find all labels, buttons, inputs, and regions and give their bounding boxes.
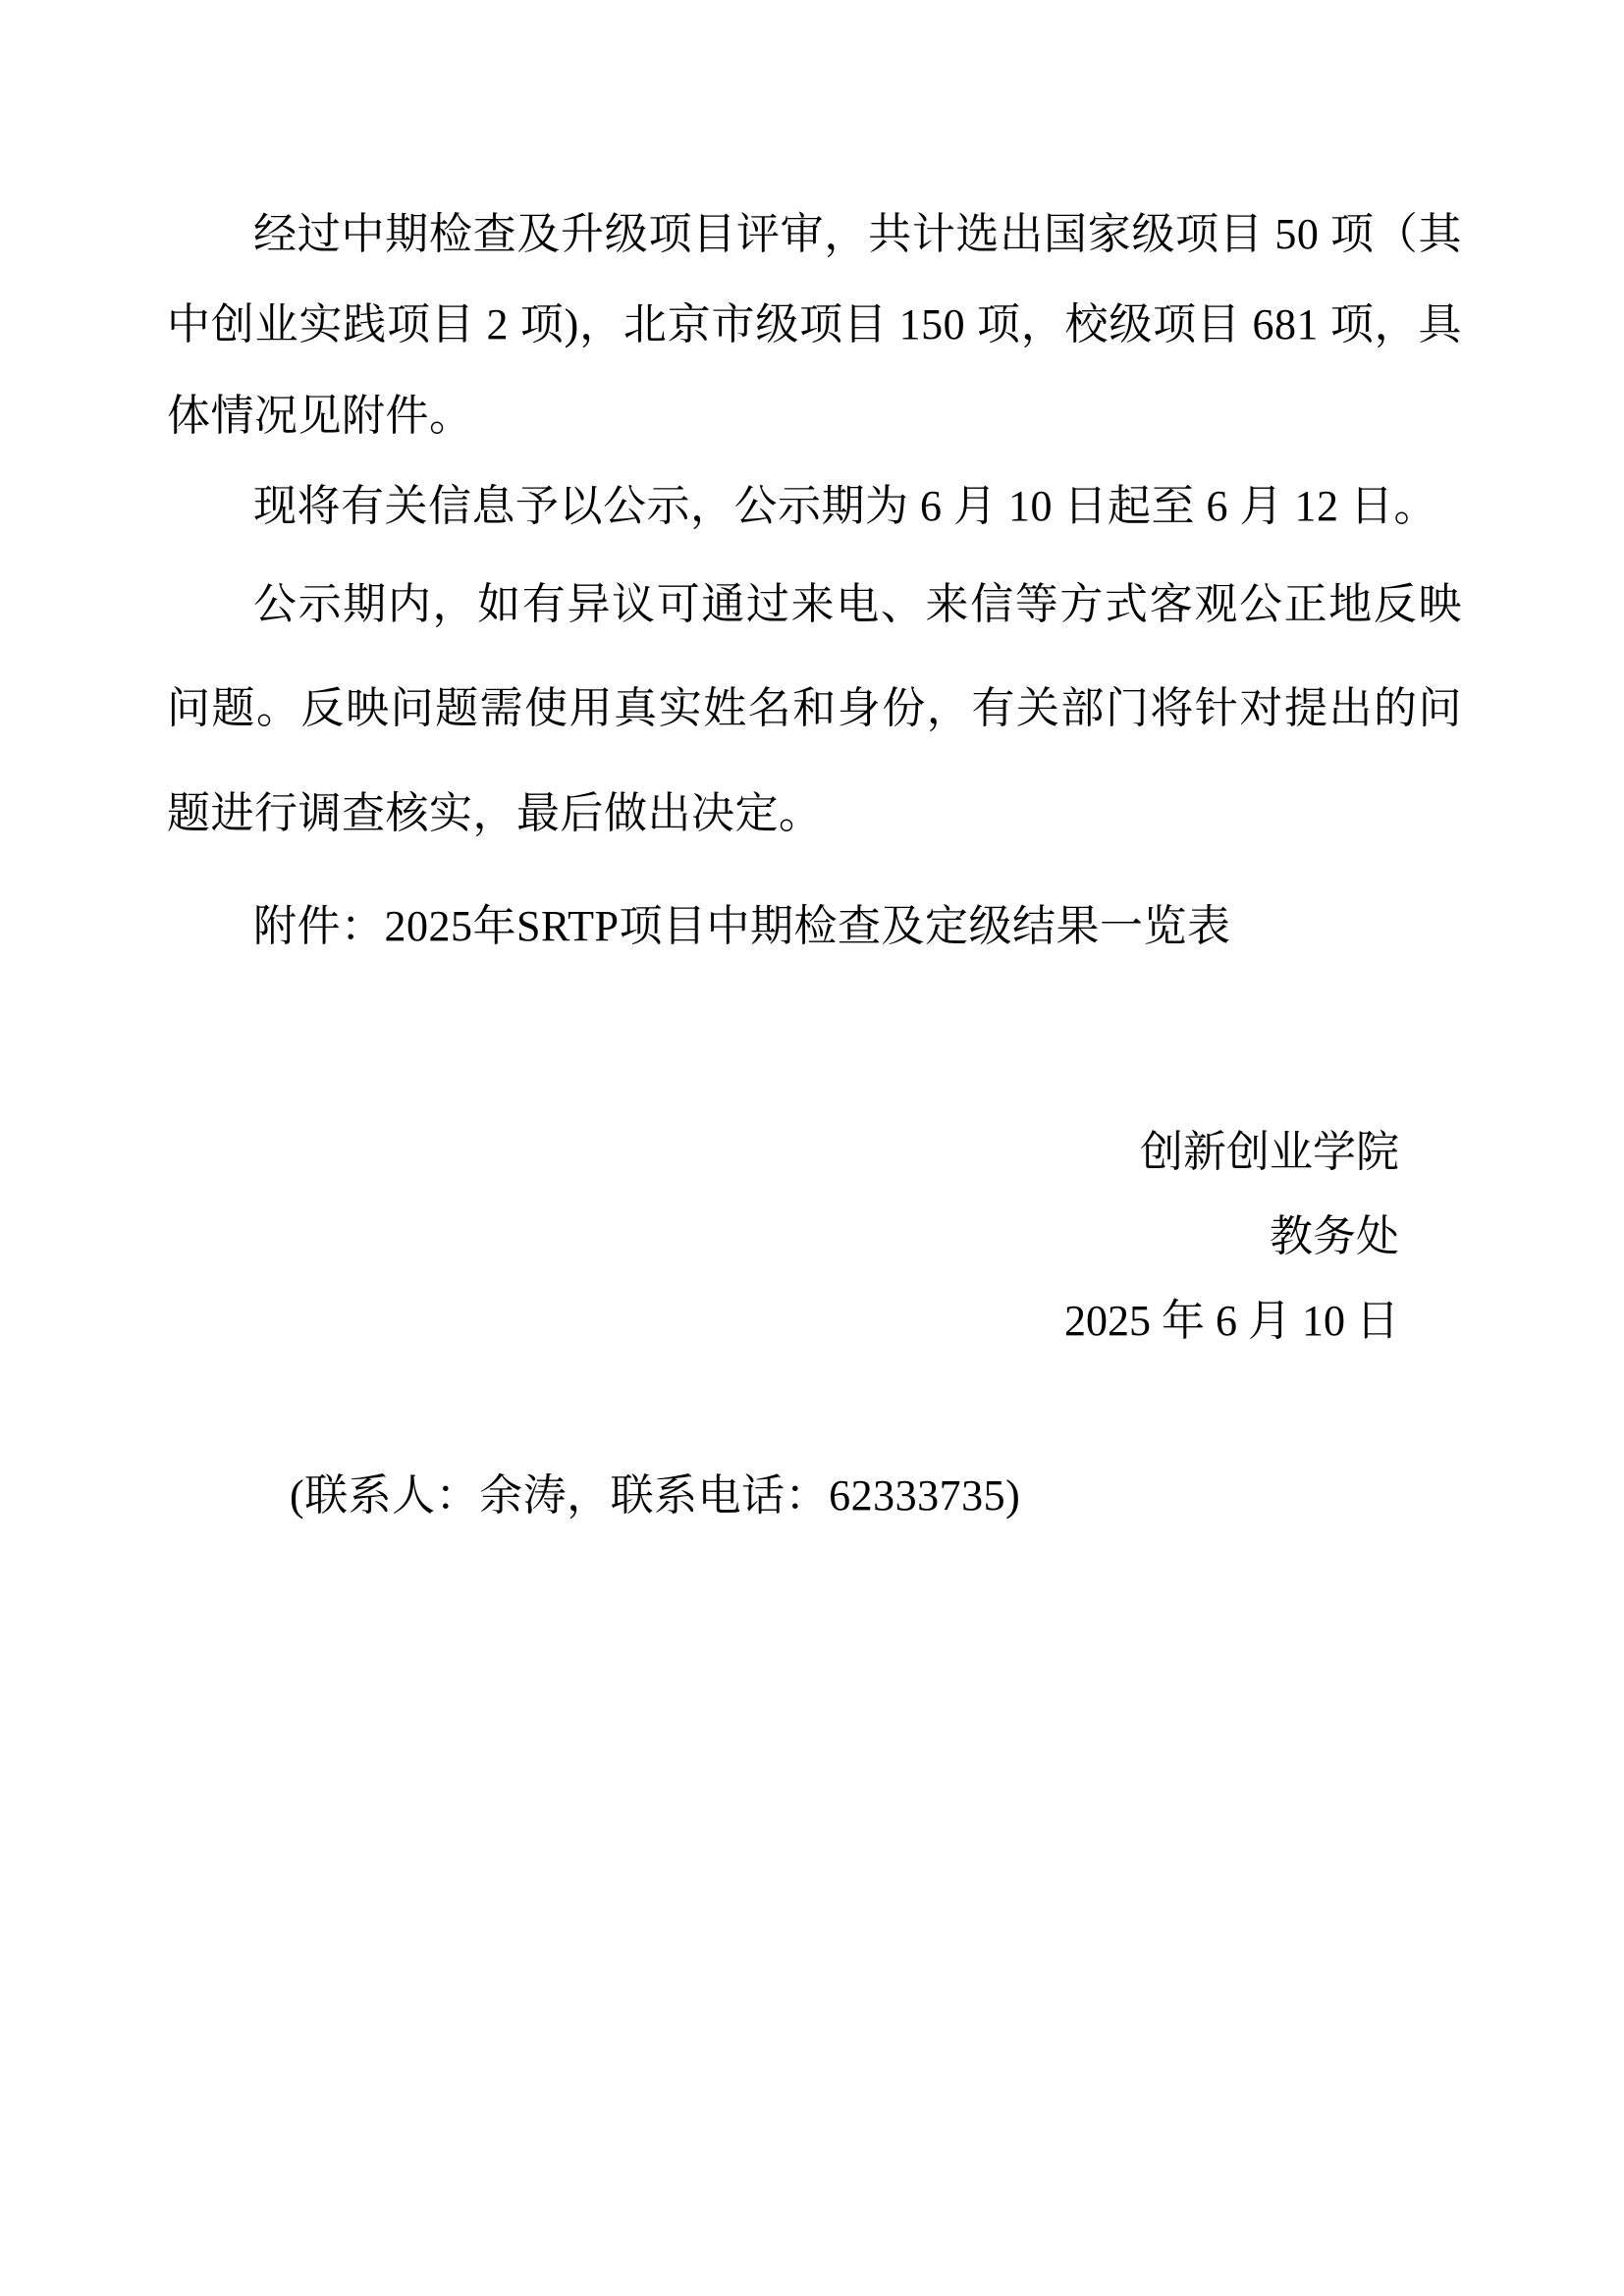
paragraph-objection-process: 公示期内，如有异议可通过来电、来信等方式客观公正地反映问题。反映问题需使用真实姓名和身份，有关部门将针对提出的问题进行调查核实，最后做出决定。 (167, 579, 1462, 837)
paragraph-review-results: 经过中期检查及升级项目评审，共计选出国家级项目 50 项（其中创业实践项目 2 项)，北京市级项目 150 项，校级项目 681 项，具体情况见附件。 (167, 210, 1462, 440)
signature-org-innovation-college: 创新创业学院 (1140, 1128, 1399, 1176)
contact-info: (联系人：余涛，联系电话：62333735) (290, 1471, 1021, 1521)
attachment-reference: 附件：2025年SRTP项目中期检查及定级结果一览表 (253, 901, 1231, 950)
paragraph-publicity-period: 现将有关信息予以公示，公示期为 6 月 10 日起至 6 月 12 日。 (253, 482, 1437, 531)
signature-org-academic-affairs: 教务处 (1270, 1211, 1399, 1260)
signature-date: 2025 年 6 月 10 日 (1064, 1296, 1399, 1345)
signature-block (167, 1110, 1462, 1362)
